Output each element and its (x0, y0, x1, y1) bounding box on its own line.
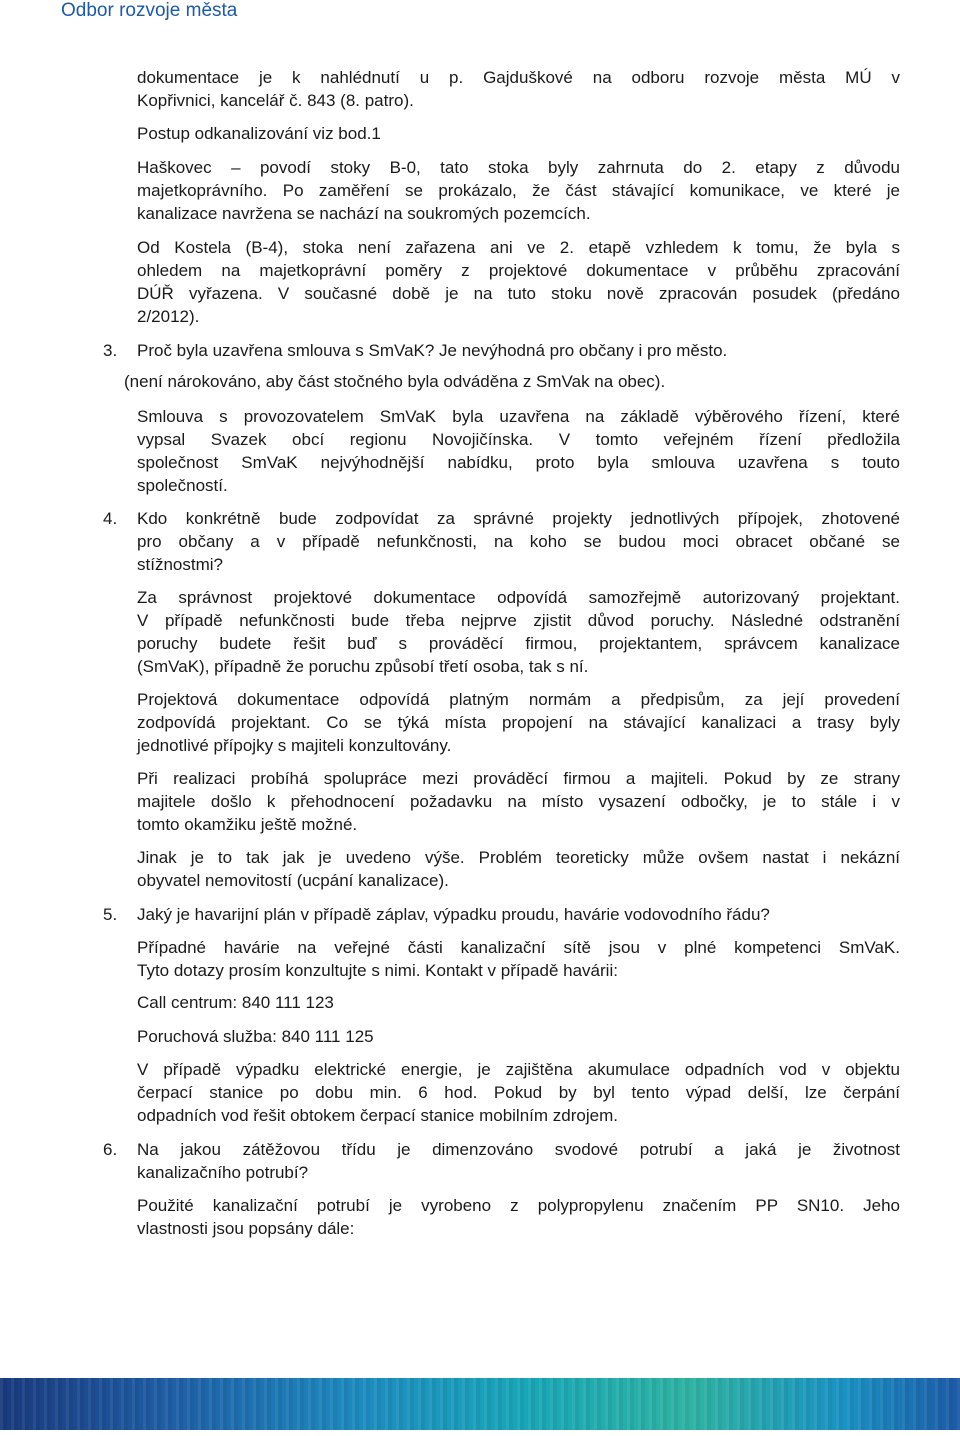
text-line: zodpovídá projektant. Co se týká místa propojení na stávající kanalizaci a trasy byly (137, 713, 900, 732)
text-line: Kopřivnici, kancelář č. 843 (8. patro). (137, 91, 414, 110)
question-line: Proč byla uzavřena smlouva s SmVaK? Je nevýhodná pro občany i pro město. (137, 341, 728, 360)
question-line: Na jakou zátěžovou třídu je dimenzováno svodové potrubí a jaká je životnost (137, 1140, 900, 1159)
text-line: poruchy budete řešit buď s prováděcí firmou, projektantem, správcem kanalizace (137, 634, 900, 653)
question-line: kanalizačního potrubí? (137, 1163, 309, 1182)
text-line: Haškovec – povodí stoky B-0, tato stoka byly zahrnuta do 2. etapy z důvodu (137, 158, 900, 177)
contact-line: Call centrum: 840 111 123 (137, 993, 334, 1012)
text-line: vypsal Svazek obcí regionu Novojičínska. V tomto veřejném řízení předložila (137, 430, 900, 449)
text-line: společností. (137, 476, 228, 495)
text-line: 2/2012). (137, 307, 200, 326)
list-number: 4. (103, 509, 118, 528)
footer-decorative-band (0, 1378, 960, 1430)
text-line: Postup odkanalizování viz bod.1 (137, 124, 381, 143)
text-line: Jinak je to tak jak je uvedeno výše. Problém teoreticky může ovšem nastat i nekázní (137, 848, 900, 867)
text-line: Za správnost projektové dokumentace odpovídá samozřejmě autorizovaný projektant. (137, 588, 900, 607)
text-line: (není nárokováno, aby část stočného byla odváděna z SmVak na obec). (124, 372, 666, 391)
text-line: kanalizace navržena se nachází na soukromých pozemcích. (137, 204, 591, 223)
text-line: (SmVaK), případně že poruchu způsobí třetí osoba, tak s ní. (137, 657, 589, 676)
list-number: 5. (103, 905, 118, 924)
contact-line: Poruchová služba: 840 111 125 (137, 1027, 374, 1046)
text-line: Projektová dokumentace odpovídá platným normám a předpisům, za její provedení (137, 690, 900, 709)
text-line: tomto okamžiku ještě možné. (137, 815, 358, 834)
question-line: Jaký je havarijní plán v případě záplav, výpadku proudu, havárie vodovodního řádu? (137, 905, 770, 924)
text-line: Smlouva s provozovatelem SmVaK byla uzavřena na základě výběrového řízení, které (137, 407, 900, 426)
text-line: odpadních vod řešit obtokem čerpací stanice mobilním zdrojem. (137, 1106, 618, 1125)
text-line: V případě nefunkčnosti bude třeba nejprve zjistit důvod poruchy. Následné odstranění (137, 611, 900, 630)
list-number: 6. (103, 1140, 118, 1159)
text-line: Použité kanalizační potrubí je vyrobeno z polypropylenu značením PP SN10. Jeho (137, 1196, 900, 1215)
text-line: obyvatel nemovitostí (ucpání kanalizace). (137, 871, 449, 890)
text-line: společnost SmVaK nejvýhodnější nabídku, proto byla smlouva uzavřena s touto (137, 453, 900, 472)
text-line: vlastnosti jsou popsány dále: (137, 1219, 355, 1238)
page-header-title: Odbor rozvoje města (61, 0, 238, 21)
text-line: Tyto dotazy prosím konzultujte s nimi. Kontakt v případě havárii: (137, 961, 618, 980)
text-line: majetkoprávního. Po zaměření se prokázalo, že část stávající komunikace, ve které je (137, 181, 900, 200)
question-line: stížnostmi? (137, 555, 223, 574)
text-line: Případné havárie na veřejné části kanalizační sítě jsou v plné kompetenci SmVaK. (137, 938, 900, 957)
list-number: 3. (103, 341, 118, 360)
text-line: DÚŘ vyřazena. V současné době je na tuto stoku nově zpracován posudek (předáno (137, 284, 900, 303)
question-line: pro občany a v případě nefunkčnosti, na koho se budou moci obracet občané se (137, 532, 900, 551)
text-line: dokumentace je k nahlédnutí u p. Gajduškové na odboru rozvoje města MÚ v (137, 68, 900, 87)
text-line: majitele došlo k přehodnocení požadavku na místo vysazení odbočky, je to stále i v (137, 792, 900, 811)
text-line: V případě výpadku elektrické energie, je zajištěna akumulace odpadních vod v objektu (137, 1060, 900, 1079)
text-line: čerpací stanice po dobu min. 6 hod. Pokud by byl tento výpad delší, lze čerpání (137, 1083, 900, 1102)
text-line: Od Kostela (B-4), stoka není zařazena ani ve 2. etapě vzhledem k tomu, že byla s (137, 238, 900, 257)
text-line: ohledem na majetkoprávní poměry z projektové dokumentace v průběhu zpracování (137, 261, 900, 280)
question-line: Kdo konkrétně bude zodpovídat za správné projekty jednotlivých přípojek, zhotovené (137, 509, 900, 528)
text-line: Při realizaci probíhá spolupráce mezi prováděcí firmou a majiteli. Pokud by ze strany (137, 769, 900, 788)
text-line: jednotlivé přípojky s majiteli konzultovány. (137, 736, 452, 755)
